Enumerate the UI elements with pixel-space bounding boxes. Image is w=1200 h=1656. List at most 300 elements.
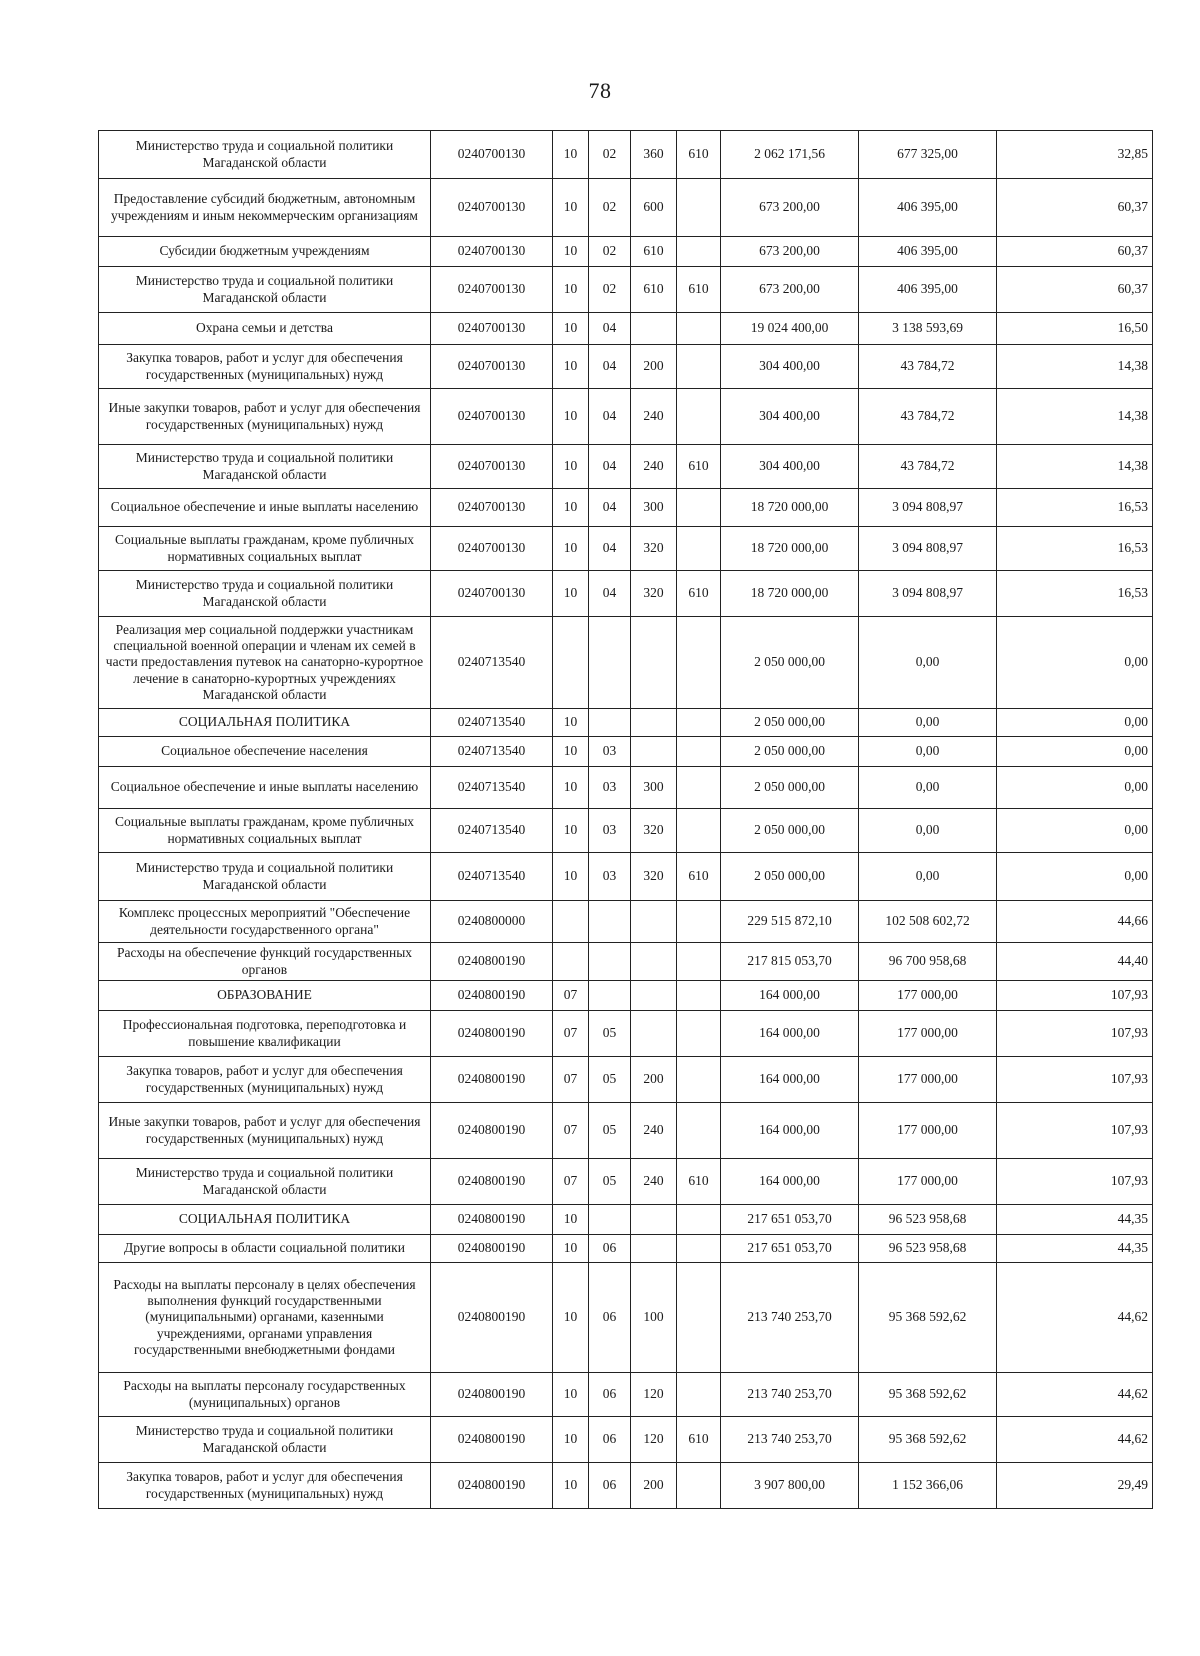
- cell-description: ОБРАЗОВАНИЕ: [99, 981, 431, 1011]
- cell-admin-code: 610: [677, 853, 721, 901]
- table-row: [99, 1159, 1153, 1205]
- cell-section: 10: [553, 179, 589, 237]
- cell-subsection: 04: [589, 571, 631, 617]
- cell-planned-amount: 213 740 253,70: [721, 1263, 859, 1373]
- cell-expense-type: 240: [631, 389, 677, 445]
- cell-section: 10: [553, 1417, 589, 1463]
- cell-expense-type: 240: [631, 445, 677, 489]
- cell-description: Иные закупки товаров, работ и услуг для обеспечения государственных (муниципальных) нужд: [99, 389, 431, 445]
- cell-target-code: 0240700130: [431, 527, 553, 571]
- cell-expense-type: [631, 1235, 677, 1263]
- cell-percent: 107,93: [997, 1057, 1153, 1103]
- cell-expense-type: [631, 617, 677, 709]
- cell-subsection: 02: [589, 237, 631, 267]
- cell-target-code: 0240800190: [431, 1011, 553, 1057]
- cell-admin-code: [677, 943, 721, 981]
- cell-section: 07: [553, 1057, 589, 1103]
- cell-admin-code: [677, 345, 721, 389]
- cell-section: 07: [553, 1103, 589, 1159]
- cell-percent: 14,38: [997, 445, 1153, 489]
- cell-actual-amount: 406 395,00: [859, 179, 997, 237]
- cell-percent: 107,93: [997, 1103, 1153, 1159]
- cell-planned-amount: 2 050 000,00: [721, 809, 859, 853]
- cell-expense-type: [631, 901, 677, 943]
- cell-description: Министерство труда и социальной политики Магаданской области: [99, 445, 431, 489]
- cell-section: 10: [553, 853, 589, 901]
- cell-section: [553, 901, 589, 943]
- cell-subsection: 04: [589, 527, 631, 571]
- cell-actual-amount: 177 000,00: [859, 1011, 997, 1057]
- cell-description: Министерство труда и социальной политики Магаданской области: [99, 131, 431, 179]
- cell-planned-amount: 18 720 000,00: [721, 489, 859, 527]
- cell-actual-amount: 677 325,00: [859, 131, 997, 179]
- cell-description: Другие вопросы в области социальной политики: [99, 1235, 431, 1263]
- cell-percent: 44,62: [997, 1417, 1153, 1463]
- cell-actual-amount: 177 000,00: [859, 1057, 997, 1103]
- cell-planned-amount: 673 200,00: [721, 267, 859, 313]
- cell-admin-code: [677, 1463, 721, 1509]
- table-row: [99, 571, 1153, 617]
- cell-section: 07: [553, 981, 589, 1011]
- cell-actual-amount: 95 368 592,62: [859, 1417, 997, 1463]
- cell-planned-amount: 217 651 053,70: [721, 1205, 859, 1235]
- table-row: [99, 1373, 1153, 1417]
- cell-percent: 44,35: [997, 1235, 1153, 1263]
- cell-percent: 16,50: [997, 313, 1153, 345]
- cell-actual-amount: 0,00: [859, 767, 997, 809]
- cell-subsection: 04: [589, 445, 631, 489]
- cell-target-code: 0240700130: [431, 267, 553, 313]
- cell-actual-amount: 3 094 808,97: [859, 489, 997, 527]
- cell-percent: 0,00: [997, 737, 1153, 767]
- cell-subsection: 03: [589, 809, 631, 853]
- cell-percent: 44,35: [997, 1205, 1153, 1235]
- cell-percent: 0,00: [997, 767, 1153, 809]
- cell-subsection: 02: [589, 267, 631, 313]
- cell-description: СОЦИАЛЬНАЯ ПОЛИТИКА: [99, 709, 431, 737]
- table-row: [99, 1205, 1153, 1235]
- table-row: [99, 809, 1153, 853]
- cell-target-code: 0240700130: [431, 131, 553, 179]
- cell-description: Социальное обеспечение населения: [99, 737, 431, 767]
- cell-section: 10: [553, 709, 589, 737]
- cell-actual-amount: 177 000,00: [859, 1103, 997, 1159]
- cell-description: Комплекс процессных мероприятий "Обеспечение деятельности государственного органа": [99, 901, 431, 943]
- cell-section: 10: [553, 237, 589, 267]
- cell-planned-amount: 18 720 000,00: [721, 571, 859, 617]
- cell-actual-amount: 1 152 366,06: [859, 1463, 997, 1509]
- cell-expense-type: 610: [631, 237, 677, 267]
- cell-actual-amount: 3 138 593,69: [859, 313, 997, 345]
- cell-target-code: 0240800190: [431, 981, 553, 1011]
- cell-actual-amount: 102 508 602,72: [859, 901, 997, 943]
- cell-admin-code: [677, 737, 721, 767]
- cell-actual-amount: 0,00: [859, 737, 997, 767]
- cell-percent: 16,53: [997, 489, 1153, 527]
- cell-subsection: 06: [589, 1263, 631, 1373]
- cell-section: 10: [553, 313, 589, 345]
- cell-planned-amount: 304 400,00: [721, 389, 859, 445]
- cell-planned-amount: 217 651 053,70: [721, 1235, 859, 1263]
- cell-admin-code: [677, 709, 721, 737]
- cell-section: 10: [553, 1205, 589, 1235]
- cell-percent: 60,37: [997, 179, 1153, 237]
- cell-subsection: [589, 617, 631, 709]
- cell-target-code: 0240800190: [431, 1205, 553, 1235]
- cell-planned-amount: 304 400,00: [721, 445, 859, 489]
- cell-target-code: 0240700130: [431, 489, 553, 527]
- cell-percent: 44,40: [997, 943, 1153, 981]
- table-row: [99, 345, 1153, 389]
- cell-planned-amount: 217 815 053,70: [721, 943, 859, 981]
- cell-target-code: 0240800190: [431, 1235, 553, 1263]
- cell-actual-amount: 0,00: [859, 709, 997, 737]
- table-row: [99, 853, 1153, 901]
- cell-description: Предоставление субсидий бюджетным, автономным учреждениям и иным некоммерческим организациям: [99, 179, 431, 237]
- cell-target-code: 0240800190: [431, 1057, 553, 1103]
- cell-expense-type: [631, 981, 677, 1011]
- table-row: [99, 943, 1153, 981]
- cell-section: [553, 943, 589, 981]
- cell-section: 10: [553, 445, 589, 489]
- table-row: [99, 267, 1153, 313]
- cell-admin-code: [677, 1057, 721, 1103]
- table-row: [99, 1235, 1153, 1263]
- cell-expense-type: 200: [631, 1057, 677, 1103]
- cell-expense-type: 320: [631, 571, 677, 617]
- cell-expense-type: 320: [631, 853, 677, 901]
- cell-planned-amount: 2 050 000,00: [721, 767, 859, 809]
- table-row: [99, 617, 1153, 709]
- cell-target-code: 0240700130: [431, 237, 553, 267]
- cell-actual-amount: 3 094 808,97: [859, 527, 997, 571]
- cell-target-code: 0240713540: [431, 767, 553, 809]
- cell-section: 10: [553, 527, 589, 571]
- cell-actual-amount: 3 094 808,97: [859, 571, 997, 617]
- cell-expense-type: 360: [631, 131, 677, 179]
- cell-expense-type: 320: [631, 527, 677, 571]
- cell-percent: 44,62: [997, 1263, 1153, 1373]
- table-row: [99, 1263, 1153, 1373]
- cell-planned-amount: 2 050 000,00: [721, 617, 859, 709]
- cell-subsection: 04: [589, 389, 631, 445]
- cell-section: 10: [553, 571, 589, 617]
- cell-description: Социальное обеспечение и иные выплаты населению: [99, 767, 431, 809]
- cell-percent: 44,66: [997, 901, 1153, 943]
- cell-percent: 32,85: [997, 131, 1153, 179]
- cell-admin-code: 610: [677, 1159, 721, 1205]
- cell-subsection: [589, 981, 631, 1011]
- table-row: [99, 737, 1153, 767]
- table-row: [99, 389, 1153, 445]
- cell-description: Министерство труда и социальной политики Магаданской области: [99, 267, 431, 313]
- cell-admin-code: [677, 527, 721, 571]
- cell-planned-amount: 229 515 872,10: [721, 901, 859, 943]
- page-number: 78: [588, 78, 612, 103]
- cell-expense-type: 240: [631, 1159, 677, 1205]
- cell-description: Социальные выплаты гражданам, кроме публичных нормативных социальных выплат: [99, 809, 431, 853]
- table-row: [99, 1103, 1153, 1159]
- cell-target-code: 0240700130: [431, 345, 553, 389]
- cell-planned-amount: 164 000,00: [721, 1011, 859, 1057]
- cell-expense-type: 320: [631, 809, 677, 853]
- cell-planned-amount: 164 000,00: [721, 1103, 859, 1159]
- cell-subsection: [589, 901, 631, 943]
- cell-expense-type: 300: [631, 767, 677, 809]
- cell-admin-code: 610: [677, 571, 721, 617]
- cell-subsection: 06: [589, 1373, 631, 1417]
- cell-description: Закупка товаров, работ и услуг для обеспечения государственных (муниципальных) нужд: [99, 1057, 431, 1103]
- cell-target-code: 0240800190: [431, 1159, 553, 1205]
- cell-admin-code: [677, 809, 721, 853]
- cell-actual-amount: 43 784,72: [859, 445, 997, 489]
- cell-section: 10: [553, 131, 589, 179]
- table-row: [99, 709, 1153, 737]
- cell-subsection: 05: [589, 1103, 631, 1159]
- cell-planned-amount: 2 050 000,00: [721, 737, 859, 767]
- cell-admin-code: [677, 1103, 721, 1159]
- cell-target-code: 0240700130: [431, 389, 553, 445]
- cell-subsection: 04: [589, 313, 631, 345]
- cell-planned-amount: 304 400,00: [721, 345, 859, 389]
- cell-target-code: 0240800190: [431, 1263, 553, 1373]
- cell-subsection: 02: [589, 179, 631, 237]
- table-row: [99, 131, 1153, 179]
- cell-section: 10: [553, 489, 589, 527]
- table-row: [99, 1011, 1153, 1057]
- cell-subsection: 03: [589, 853, 631, 901]
- cell-section: 10: [553, 1373, 589, 1417]
- table-row: [99, 527, 1153, 571]
- cell-section: 07: [553, 1159, 589, 1205]
- cell-planned-amount: 213 740 253,70: [721, 1417, 859, 1463]
- cell-percent: 107,93: [997, 981, 1153, 1011]
- cell-description: Расходы на выплаты персоналу в целях обеспечения выполнения функций государственными (муниципальными) органами, казенными учреждениями, органами управления государственными внебюджетными фондами: [99, 1263, 431, 1373]
- cell-expense-type: [631, 1205, 677, 1235]
- table-row: [99, 1417, 1153, 1463]
- cell-description: Министерство труда и социальной политики Магаданской области: [99, 571, 431, 617]
- cell-expense-type: [631, 737, 677, 767]
- cell-admin-code: [677, 767, 721, 809]
- table-row: [99, 237, 1153, 267]
- cell-percent: 107,93: [997, 1159, 1153, 1205]
- cell-expense-type: 120: [631, 1373, 677, 1417]
- cell-section: 10: [553, 1263, 589, 1373]
- cell-actual-amount: 0,00: [859, 853, 997, 901]
- cell-description: Иные закупки товаров, работ и услуг для обеспечения государственных (муниципальных) нужд: [99, 1103, 431, 1159]
- cell-description: Закупка товаров, работ и услуг для обеспечения государственных (муниципальных) нужд: [99, 1463, 431, 1509]
- cell-planned-amount: 164 000,00: [721, 981, 859, 1011]
- cell-subsection: 06: [589, 1417, 631, 1463]
- cell-section: 10: [553, 345, 589, 389]
- cell-planned-amount: 673 200,00: [721, 179, 859, 237]
- cell-percent: 0,00: [997, 809, 1153, 853]
- cell-description: Министерство труда и социальной политики Магаданской области: [99, 853, 431, 901]
- cell-admin-code: [677, 489, 721, 527]
- cell-admin-code: [677, 1011, 721, 1057]
- cell-subsection: 04: [589, 489, 631, 527]
- cell-actual-amount: 96 523 958,68: [859, 1235, 997, 1263]
- cell-subsection: 05: [589, 1011, 631, 1057]
- cell-actual-amount: 43 784,72: [859, 345, 997, 389]
- cell-percent: 107,93: [997, 1011, 1153, 1057]
- cell-expense-type: 200: [631, 1463, 677, 1509]
- cell-percent: 14,38: [997, 389, 1153, 445]
- cell-section: [553, 617, 589, 709]
- cell-subsection: [589, 943, 631, 981]
- cell-admin-code: [677, 389, 721, 445]
- cell-admin-code: [677, 901, 721, 943]
- cell-target-code: 0240700130: [431, 179, 553, 237]
- cell-description: Субсидии бюджетным учреждениям: [99, 237, 431, 267]
- cell-description: СОЦИАЛЬНАЯ ПОЛИТИКА: [99, 1205, 431, 1235]
- cell-actual-amount: 96 700 958,68: [859, 943, 997, 981]
- cell-actual-amount: 177 000,00: [859, 1159, 997, 1205]
- cell-percent: 0,00: [997, 617, 1153, 709]
- cell-admin-code: [677, 237, 721, 267]
- cell-subsection: 04: [589, 345, 631, 389]
- cell-subsection: 03: [589, 737, 631, 767]
- cell-target-code: 0240713540: [431, 617, 553, 709]
- cell-percent: 16,53: [997, 527, 1153, 571]
- cell-planned-amount: 18 720 000,00: [721, 527, 859, 571]
- cell-planned-amount: 164 000,00: [721, 1057, 859, 1103]
- cell-admin-code: [677, 1205, 721, 1235]
- cell-expense-type: 240: [631, 1103, 677, 1159]
- cell-target-code: 0240800000: [431, 901, 553, 943]
- cell-expense-type: 120: [631, 1417, 677, 1463]
- cell-percent: 60,37: [997, 237, 1153, 267]
- cell-description: Министерство труда и социальной политики Магаданской области: [99, 1417, 431, 1463]
- cell-planned-amount: 2 062 171,56: [721, 131, 859, 179]
- cell-planned-amount: 673 200,00: [721, 237, 859, 267]
- budget-table: [98, 130, 1153, 1509]
- cell-admin-code: [677, 617, 721, 709]
- cell-subsection: [589, 709, 631, 737]
- cell-expense-type: 600: [631, 179, 677, 237]
- cell-percent: 0,00: [997, 853, 1153, 901]
- cell-admin-code: 610: [677, 445, 721, 489]
- cell-expense-type: 610: [631, 267, 677, 313]
- cell-expense-type: [631, 943, 677, 981]
- cell-target-code: 0240713540: [431, 709, 553, 737]
- table-body: [99, 131, 1153, 1509]
- cell-target-code: 0240800190: [431, 943, 553, 981]
- cell-subsection: 05: [589, 1057, 631, 1103]
- cell-planned-amount: 19 024 400,00: [721, 313, 859, 345]
- cell-planned-amount: 2 050 000,00: [721, 709, 859, 737]
- cell-actual-amount: 406 395,00: [859, 267, 997, 313]
- cell-target-code: 0240800190: [431, 1417, 553, 1463]
- cell-description: Профессиональная подготовка, переподготовка и повышение квалификации: [99, 1011, 431, 1057]
- cell-target-code: 0240713540: [431, 853, 553, 901]
- cell-expense-type: [631, 313, 677, 345]
- cell-section: 10: [553, 1235, 589, 1263]
- table-row: [99, 179, 1153, 237]
- table-row: [99, 981, 1153, 1011]
- cell-target-code: 0240800190: [431, 1463, 553, 1509]
- cell-section: 10: [553, 767, 589, 809]
- cell-percent: 16,53: [997, 571, 1153, 617]
- cell-admin-code: [677, 313, 721, 345]
- cell-expense-type: 300: [631, 489, 677, 527]
- cell-planned-amount: 2 050 000,00: [721, 853, 859, 901]
- cell-admin-code: 610: [677, 1417, 721, 1463]
- cell-percent: 29,49: [997, 1463, 1153, 1509]
- cell-actual-amount: 43 784,72: [859, 389, 997, 445]
- cell-actual-amount: 95 368 592,62: [859, 1263, 997, 1373]
- table-row: [99, 1057, 1153, 1103]
- table-row: [99, 767, 1153, 809]
- cell-actual-amount: 177 000,00: [859, 981, 997, 1011]
- cell-admin-code: 610: [677, 131, 721, 179]
- cell-description: Закупка товаров, работ и услуг для обеспечения государственных (муниципальных) нужд: [99, 345, 431, 389]
- cell-planned-amount: 164 000,00: [721, 1159, 859, 1205]
- cell-description: Расходы на выплаты персоналу государственных (муниципальных) органов: [99, 1373, 431, 1417]
- cell-expense-type: 100: [631, 1263, 677, 1373]
- cell-admin-code: [677, 1235, 721, 1263]
- cell-percent: 60,37: [997, 267, 1153, 313]
- cell-percent: 14,38: [997, 345, 1153, 389]
- cell-target-code: 0240713540: [431, 737, 553, 767]
- cell-target-code: 0240700130: [431, 571, 553, 617]
- cell-subsection: 06: [589, 1463, 631, 1509]
- cell-actual-amount: 95 368 592,62: [859, 1373, 997, 1417]
- table-row: [99, 313, 1153, 345]
- table-row: [99, 901, 1153, 943]
- table-row: [99, 445, 1153, 489]
- cell-admin-code: [677, 981, 721, 1011]
- cell-subsection: 06: [589, 1235, 631, 1263]
- table-row: [99, 1463, 1153, 1509]
- cell-percent: 44,62: [997, 1373, 1153, 1417]
- cell-section: 10: [553, 1463, 589, 1509]
- cell-section: 10: [553, 389, 589, 445]
- cell-expense-type: [631, 1011, 677, 1057]
- cell-percent: 0,00: [997, 709, 1153, 737]
- cell-expense-type: [631, 709, 677, 737]
- cell-admin-code: [677, 1263, 721, 1373]
- cell-actual-amount: 406 395,00: [859, 237, 997, 267]
- cell-description: Реализация мер социальной поддержки участникам специальной военной операции и членам их семей в части предоставления путевок на санаторно-курортное лечение в санаторно-курортных учреждениях Магаданской области: [99, 617, 431, 709]
- cell-subsection: 05: [589, 1159, 631, 1205]
- cell-section: 10: [553, 737, 589, 767]
- cell-planned-amount: 3 907 800,00: [721, 1463, 859, 1509]
- cell-subsection: 02: [589, 131, 631, 179]
- cell-planned-amount: 213 740 253,70: [721, 1373, 859, 1417]
- cell-target-code: 0240700130: [431, 445, 553, 489]
- cell-description: Министерство труда и социальной политики Магаданской области: [99, 1159, 431, 1205]
- cell-expense-type: 200: [631, 345, 677, 389]
- cell-actual-amount: 0,00: [859, 617, 997, 709]
- cell-admin-code: [677, 179, 721, 237]
- cell-admin-code: 610: [677, 267, 721, 313]
- cell-target-code: 0240800190: [431, 1373, 553, 1417]
- cell-section: 10: [553, 809, 589, 853]
- cell-description: Социальное обеспечение и иные выплаты населению: [99, 489, 431, 527]
- table-row: [99, 489, 1153, 527]
- cell-target-code: 0240800190: [431, 1103, 553, 1159]
- cell-target-code: 0240700130: [431, 313, 553, 345]
- cell-subsection: [589, 1205, 631, 1235]
- cell-description: Социальные выплаты гражданам, кроме публичных нормативных социальных выплат: [99, 527, 431, 571]
- cell-subsection: 03: [589, 767, 631, 809]
- cell-section: 07: [553, 1011, 589, 1057]
- cell-admin-code: [677, 1373, 721, 1417]
- cell-section: 10: [553, 267, 589, 313]
- cell-description: Охрана семьи и детства: [99, 313, 431, 345]
- cell-description: Расходы на обеспечение функций государственных органов: [99, 943, 431, 981]
